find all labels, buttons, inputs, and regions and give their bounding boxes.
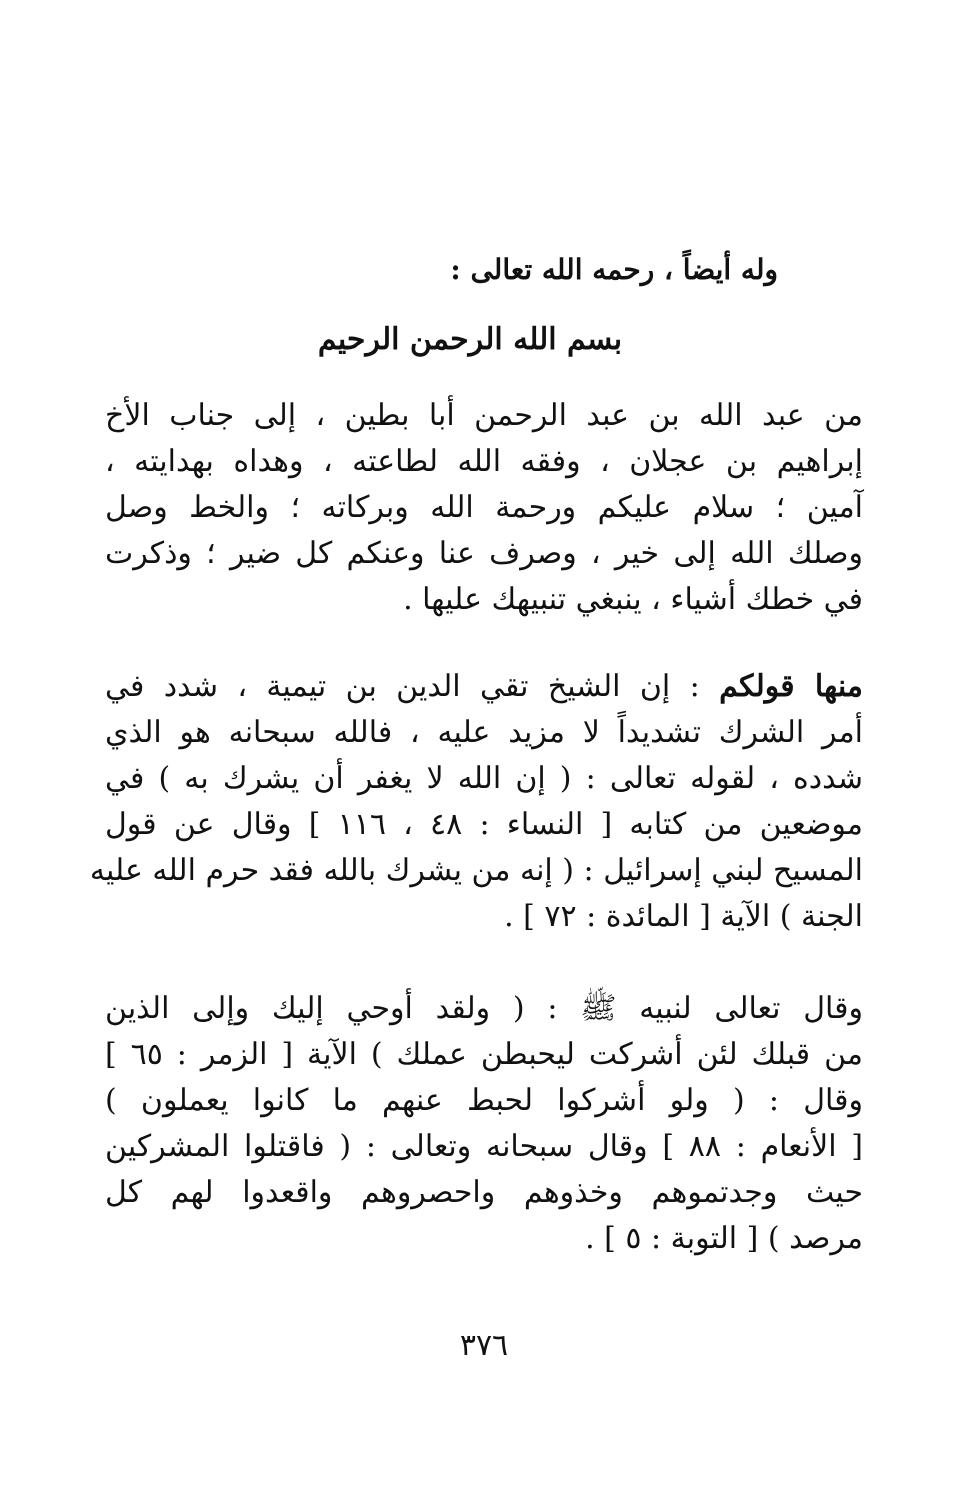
text-line: إبراهيم بن عجلان ، وفقه الله لطاعته ، وهداه بهدايته ، [105,444,863,479]
paragraph-2 [89,664,863,940]
text-line [105,664,863,710]
paragraph-1 [105,393,863,623]
text-line: أمر الشرك تشديداً لا مزيد عليه ، فالله سبحانه هو الذي [105,715,863,750]
text-line: مرصد ) [ التوبة : ٥ ] . [585,1221,863,1256]
text-line: حيث وجدتموهم وخذوهم واحصروهم واقعدوا لهم كل [105,1175,863,1210]
text-line: في خطك أشياء ، ينبغي تنبيهك عليها . [403,582,863,617]
text-line: من قبلك لئن أشركت ليحبطن عملك ) الآية [ الزمر : ٦٥ ] [105,1037,863,1072]
text-line: وصلك الله إلى خير ، وصرف عنا وعنكم كل ضير ؛ وذكرت [105,536,863,571]
text-line: شدده ، لقوله تعالى : ( إن الله لا يغفر أن يشرك به ) في [105,761,863,796]
basmala-calligraphy: بسم الله الرحمن الرحيم [317,322,623,357]
text-line: المسيح لبني إسرائيل : ( إنه من يشرك بالله فقد حرم الله عليه [89,853,863,888]
text-line: وقال تعالى لنبيه ﷺ : ( ولقد أوحي إليك وإلى الذين [105,991,863,1026]
text-line: من عبد الله بن عبد الرحمن أبا بطين ، إلى جناب الأخ [105,398,863,433]
page-number: ٣٧٦ [459,1328,509,1363]
section-heading: وله أيضاً ، رحمه الله تعالى : [450,253,778,286]
paragraph-lead: منها قولكم [719,669,863,704]
text-line: الجنة ) الآية [ المائدة : ٧٢ ] . [504,899,863,934]
text-line: وقال : ( ولو أشركوا لحبط عنهم ما كانوا يعملون ) [105,1083,863,1118]
text-line: آمين ؛ سلام عليكم ورحمة الله وبركاته ؛ والخط وصل [105,490,864,525]
text-line-rest: : إن الشيخ تقي الدين بن تيمية ، شدد في [105,669,720,704]
text-line: [ الأنعام : ٨٨ ] وقال سبحانه وتعالى : ( فاقتلوا المشركين [105,1129,863,1164]
text-line: موضعين من كتابه [ النساء : ٤٨ ، ١١٦ ] وقال عن قول [105,807,863,842]
paragraph-3 [105,986,863,1262]
